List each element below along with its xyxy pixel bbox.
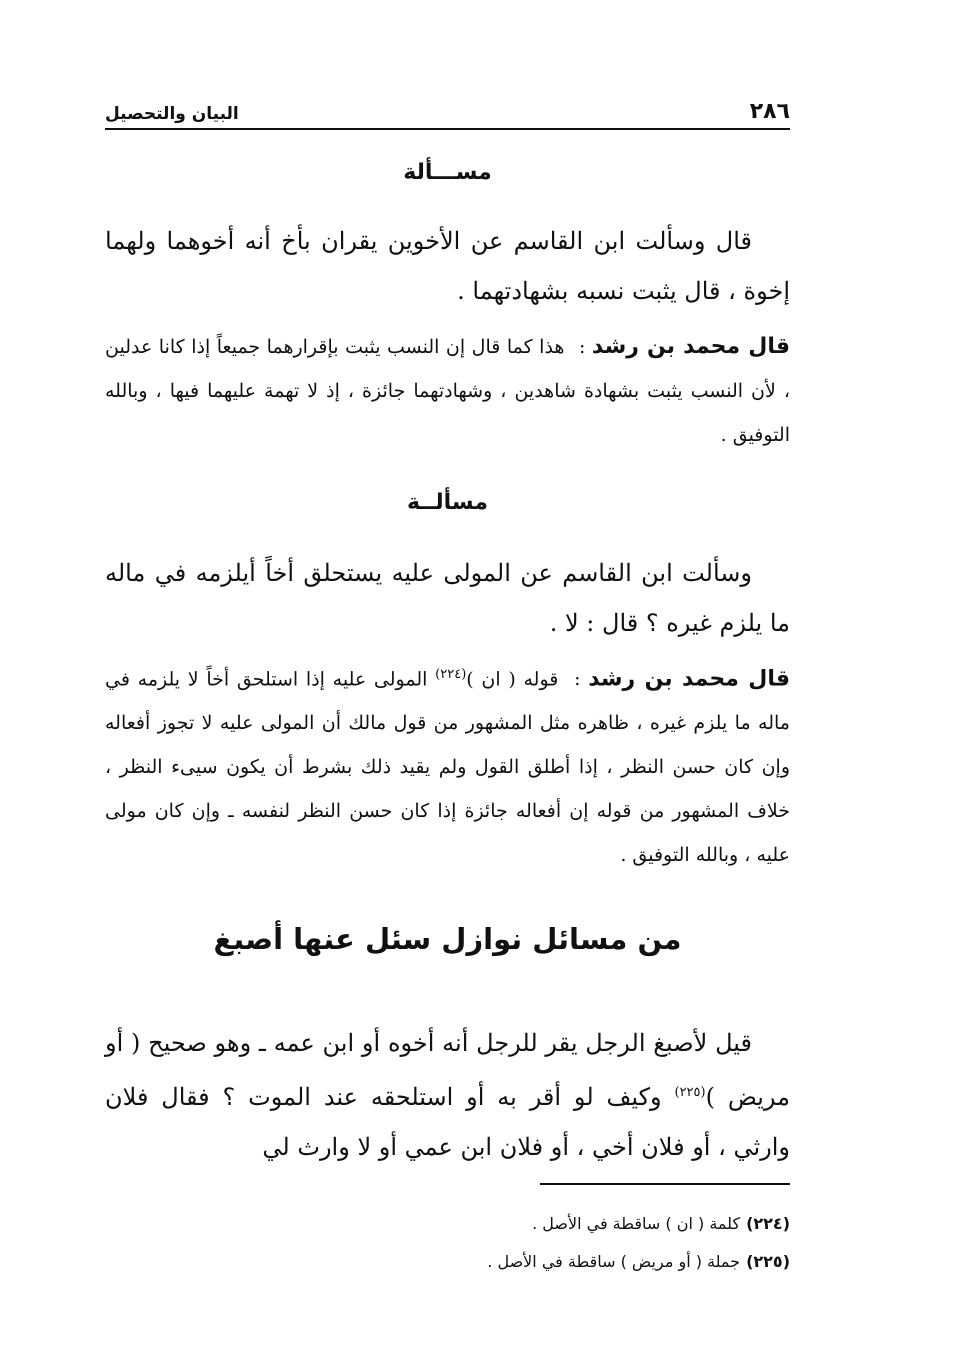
lead-colon: :	[572, 336, 592, 358]
commentary-paragraph	[105, 325, 790, 457]
commentary-text-part-2: المولى عليه إذا استلحق أخاً لا يلزمه في ماله ما يلزم غيره ، ظاهره مثل المشهور من قول مالك أن المولى عليه لا تجوز أفعاله وإن كان حسن النظر ، إذا أطلق القول ولم يقيد ذلك بشرط أن يكون سيىء النظر ، خلاف المشهور من قوله إن أفعاله جائزة إذا كان حسن النظر لنفسه ـ وإن كان مولى عليه ، وبالله التوفيق .	[105, 668, 790, 867]
footnote-reference[interactable]: (٢٢٤)	[435, 667, 467, 682]
question-text: قال وسألت ابن القاسم عن الأخوين يقران بأخ أنه أخوهما ولهما إخوة ، قال يثبت نسبه بشهادتهما .	[105, 227, 790, 305]
footnote-number: (٢٢٥)	[746, 1252, 790, 1271]
footnote-number: (٢٢٤)	[746, 1214, 790, 1233]
commentary-lead: قال محمد بن رشد	[588, 666, 790, 692]
body-text-part-1: قيل لأصبغ الرجل يقر للرجل أنه أخوه أو ابن عمه ـ وهو صحيح ( أو مريض )	[105, 1029, 791, 1111]
body-text-part-2: وكيف لو أقر به أو استلحقه عند الموت ؟ فقال فلان وارثي ، أو فلان أخي ، أو فلان ابن عمي أو لا وارث لي	[105, 1083, 790, 1161]
chapter-heading: من مسائل نوازل سئل عنها أصبغ	[213, 922, 682, 956]
commentary-lead: قال محمد بن رشد	[591, 334, 790, 359]
footnote-reference[interactable]: (٢٢٥)	[674, 1085, 706, 1100]
footnote-divider	[540, 1183, 790, 1185]
book-title: البيان والتحصيل	[105, 104, 239, 124]
header-divider	[105, 128, 790, 130]
commentary-text: هذا كما قال إن النسب يثبت بإقرارهما جميعاً إذا كانا عدلين ، لأن النسب يثبت بشهادة شاهدين ، وشهادتهما جائزة ، إذ لا تهمة عليهما فيها ، وبالله التوفيق .	[105, 336, 790, 446]
footnote	[105, 1212, 790, 1236]
page-header	[105, 94, 790, 124]
body-paragraph	[105, 1018, 790, 1172]
section-heading: مســـألة	[403, 160, 492, 185]
question-paragraph	[105, 548, 790, 648]
commentary-paragraph	[105, 653, 790, 877]
question-text: وسألت ابن القاسم عن المولى عليه يستحلق أخاً أيلزمه في ماله ما يلزم غيره ؟ قال : لا .	[105, 559, 790, 637]
page-number: ٢٨٦	[749, 99, 790, 124]
section-heading: مسألــة	[407, 490, 488, 515]
footnote-text: جملة ( أو مريض ) ساقطة في الأصل .	[487, 1252, 741, 1271]
footnote-text: كلمة ( ان ) ساقطة في الأصل .	[532, 1214, 741, 1233]
commentary-text-part-1: قوله ( ان )	[466, 668, 559, 691]
footnote	[105, 1250, 790, 1274]
lead-colon: :	[566, 668, 589, 691]
question-paragraph	[105, 216, 790, 316]
